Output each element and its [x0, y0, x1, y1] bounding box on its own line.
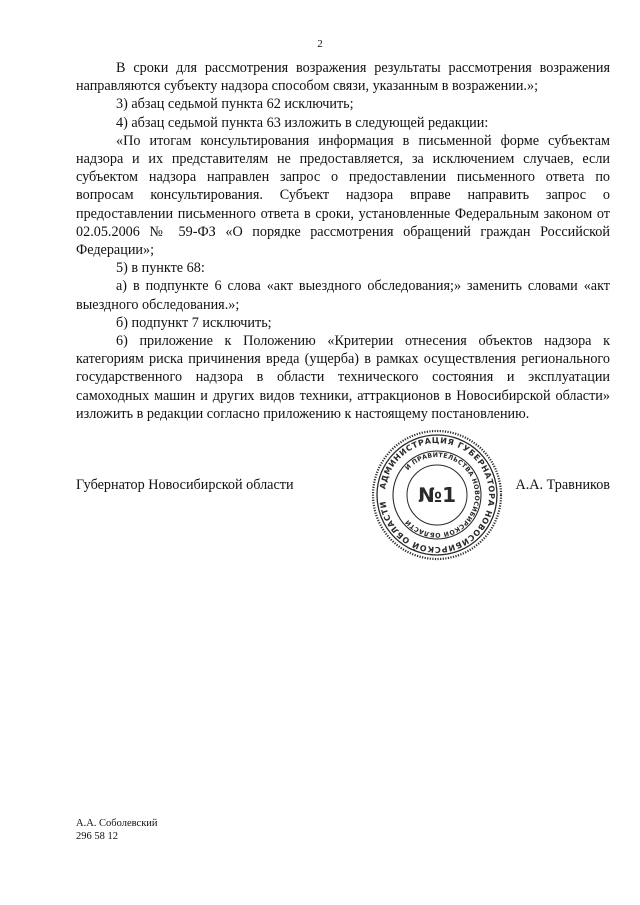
seal-inner-text: И ПРАВИТЕЛЬСТВА НОВОСИБИРСКОЙ ОБЛАСТИ: [404, 451, 481, 539]
seal-outer-text: АДМИНИСТРАЦИЯ ГУБЕРНАТОРА НОВОСИБИРСКОЙ ОБЛАСТИ: [378, 435, 497, 555]
executor-name: А.А. Соболевский: [76, 818, 158, 829]
paragraph: 4) абзац седьмой пункта 63 изложить в следующей редакции:: [116, 114, 489, 131]
signature-block: [76, 475, 610, 499]
seal-center-text: №1: [418, 483, 456, 507]
paragraph: а) в подпункте 6 слова «акт выездного обследования;» заменить словами «акт выездного обследования.»;: [76, 278, 610, 313]
document-body: [76, 59, 610, 423]
executor-info: [76, 817, 158, 843]
paragraph: б) подпункт 7 исключить;: [116, 314, 272, 331]
paragraph: 3) абзац седьмой пункта 62 исключить;: [116, 96, 354, 113]
paragraph: 5) в пункте 68:: [116, 260, 205, 277]
executor-phone: 296 58 12: [76, 831, 118, 842]
signatory-name: А.А. Травников: [515, 477, 610, 493]
seal-graphic: [370, 428, 504, 562]
paragraph: «По итогам консультирования информация в письменной форме субъектам надзора и их представителям не предоставляется, за исключением случаев, если субъектом надзора направлен запрос о предоставлении письменного ответа по вопросам консультирования. Субъект надзора вправе направить запрос о предоставлении письменного ответа в сроки, установленные Федеральным законом от 02.05.2006 № 59-ФЗ «О порядке рассмотрения обращений граждан Российской Федерации»;: [76, 132, 610, 259]
signatory-role: Губернатор Новосибирской области: [76, 477, 294, 493]
paragraph: В сроки для рассмотрения возражения результаты рассмотрения возражения направляются субъекту надзора способом связи, указанным в возражении.»;: [76, 60, 610, 95]
page-number: 2: [317, 38, 323, 50]
official-seal: [370, 428, 504, 562]
paragraph: 6) приложение к Положению «Критерии отнесения объектов надзора к категориям риска причинения вреда (ущерба) в рамках осуществления регионального государственного надзора в области технического состояния и эксплуатации самоходных машин и других видов техники, аттракционов в Новосибирской области» изложить в редакции согласно приложению к настоящему постановлению.: [76, 333, 610, 422]
